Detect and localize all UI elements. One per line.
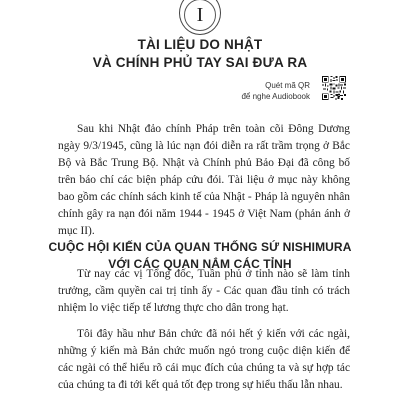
section-heading-line1: CUỘC HỘI KIẾN CỦA QUAN THỐNG SỨ NISHIMURA — [48, 240, 352, 254]
intro-paragraph: Sau khi Nhật đảo chính Pháp trên toàn cõi Đông Dương ngày 9/3/1945, cũng là lúc nạn đói diễn ra rất trầm trọng ở Bắc Bộ và Bắc Trung Bộ. Nhật và Chính phủ Bảo Đại đã công bố trên báo chí các biện pháp cứu đói. Tài liệu ở mục này không bao gồm các chính sách kinh tế của Nhật - Pháp là nguyên nhân chính gây ra nạn đói năm 1944 - 1945 ở Việt Nam (phản ánh ở mục II). — [58, 123, 350, 237]
chapter-numeral: I — [184, 0, 216, 31]
section-heading-line2: VỚI CÁC QUAN NẮM CÁC TỈNH — [108, 257, 292, 271]
qr-code-icon[interactable] — [322, 76, 346, 100]
chapter-badge — [182, 0, 218, 32]
body-paragraph-1: Từ nay các vị Tổng đốc, Tuần phủ ở tỉnh nào sẽ làm tỉnh trưởng, cầm quyền cai trị tỉnh ấy - Các quan đầu tỉnh có trách nhiệm lo việc tiếp tế lương thực cho dân trong hạt. — [58, 268, 350, 314]
qr-caption-line1: Quét mã QR — [265, 81, 310, 90]
qr-caption-line2: để nghe Audiobook — [241, 92, 310, 101]
qr-caption — [241, 80, 310, 102]
chapter-title-line1: TÀI LIỆU DO NHẬT — [137, 37, 263, 52]
chapter-title-line2: VÀ CHÍNH PHỦ TAY SAI ĐƯA RA — [92, 55, 308, 70]
body-paragraph-2: Tôi đây hầu như Bản chức đã nói hết ý kiến với các ngài, những ý kiến mà Bản chức muốn ngỏ trong cuộc diện kiến để các ngài có thể hiểu rõ cái mục đích của chúng ta và sự hợp tác của chúng ta đi tới kết quả tốt đẹp trong sự hiểu thấu lẫn nhau. — [58, 328, 350, 391]
